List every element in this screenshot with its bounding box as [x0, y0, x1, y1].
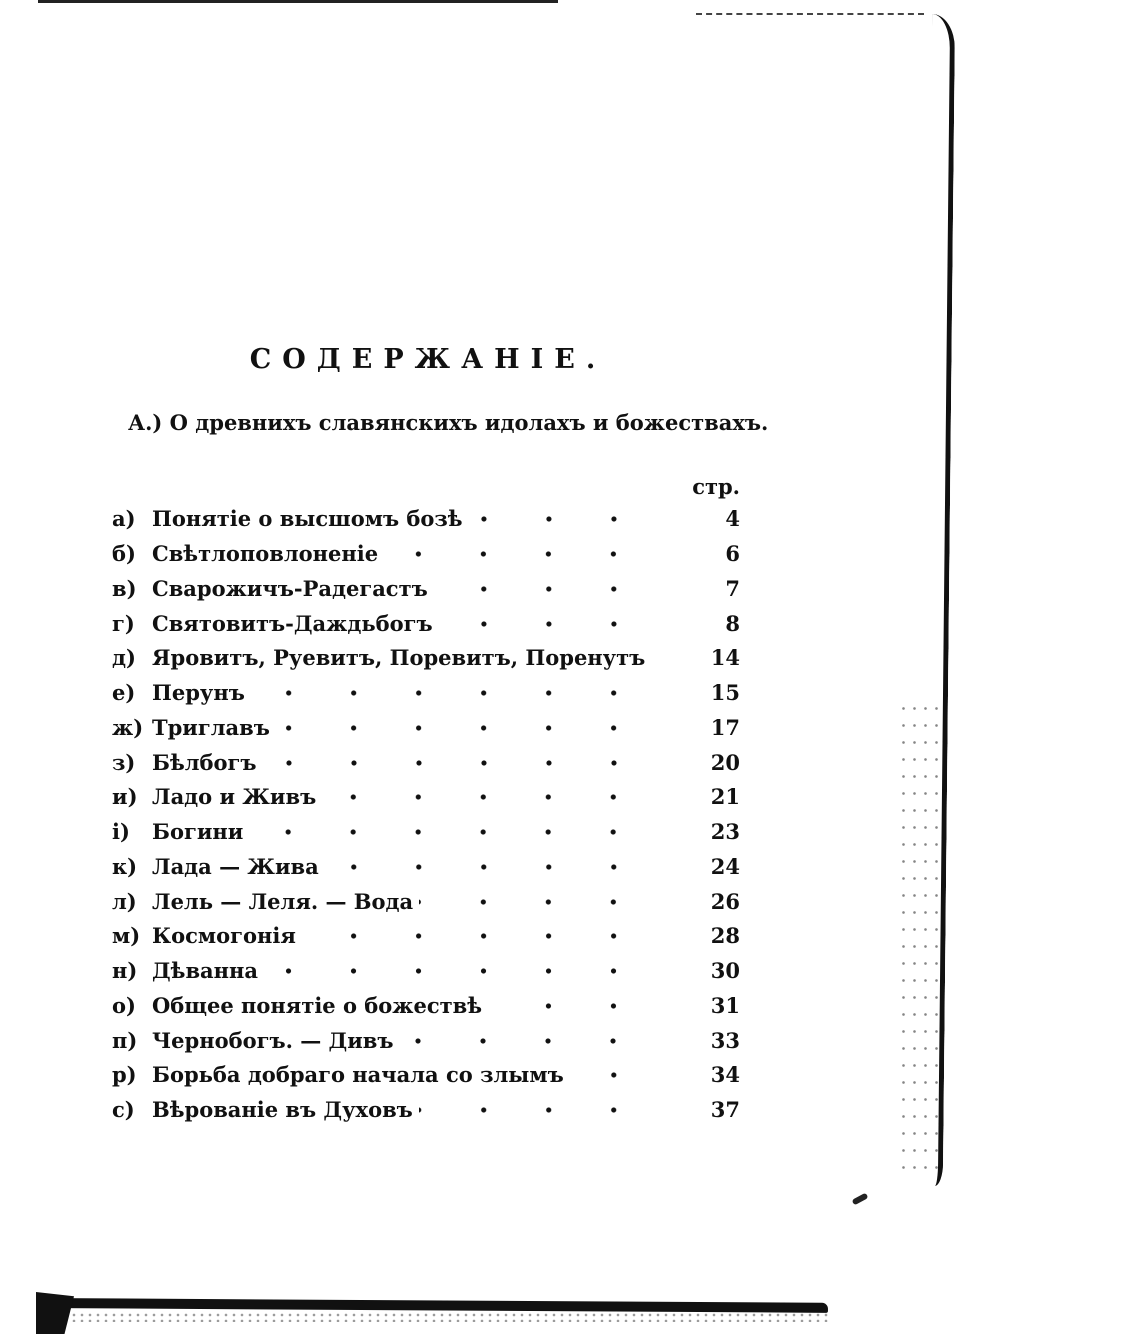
toc-row [112, 1093, 740, 1128]
toc-title: Лель — Леля. — Вода [152, 885, 419, 919]
toc-row [112, 884, 740, 919]
toc-title: Богини [152, 815, 249, 849]
page-right-edge-noise [898, 700, 938, 1180]
toc-page-number: 20 [710, 749, 740, 775]
toc-page-number: 14 [710, 645, 740, 671]
toc-row [112, 502, 740, 537]
toc-row [112, 606, 740, 641]
toc-dot-leader [488, 989, 670, 1023]
toc-page-number: 7 [725, 575, 740, 601]
page-bottom-edge [38, 1298, 828, 1313]
toc-dot-leader [419, 1093, 670, 1127]
toc-title: Святовитъ-Даждьбогъ [152, 607, 439, 641]
toc-title: Космогонія [152, 919, 302, 953]
toc-dot-leader [399, 1024, 670, 1058]
toc-title: Общее понятіе о божествѣ [152, 989, 488, 1023]
toc-letter: г) [112, 610, 135, 636]
page-top-edge [38, 0, 558, 3]
toc-page-number: 37 [710, 1097, 740, 1123]
toc-dot-leader [384, 537, 670, 571]
toc-title: Лада — Жива [152, 850, 325, 884]
toc-row [112, 989, 740, 1024]
toc-dot-leader [439, 607, 670, 641]
page-title: СОДЕРЖАНІЕ. [249, 344, 607, 375]
toc-row [112, 745, 740, 780]
toc-letter: м) [112, 923, 141, 949]
toc-row [112, 954, 740, 989]
toc-dot-leader [419, 885, 670, 919]
toc-page-number: 30 [710, 958, 740, 984]
toc-row [112, 1058, 740, 1093]
toc-page-number: 8 [725, 610, 740, 636]
toc-row [112, 919, 740, 954]
toc-letter: л) [112, 888, 137, 914]
section-heading: А.) О древнихъ славянскихъ идолахъ и божествахъ. [128, 410, 769, 435]
toc-row [112, 641, 740, 676]
toc-row [112, 572, 740, 607]
toc-dot-leader [276, 711, 670, 745]
toc-title: Понятіе о высшомъ бозѣ [152, 502, 469, 536]
toc-letter: п) [112, 1027, 138, 1053]
toc-dot-leader [264, 954, 670, 988]
toc-dot-leader [249, 815, 670, 849]
toc-letter: в) [112, 575, 137, 601]
toc-letter: н) [112, 958, 138, 984]
page-top-edge-fragment [696, 13, 924, 15]
toc-letter: к) [112, 853, 138, 879]
toc-row [112, 815, 740, 850]
toc-dot-leader [434, 572, 670, 606]
toc-title: Яровитъ, Руевитъ, Поревитъ, Поренутъ [152, 641, 651, 675]
toc-page-number: 24 [710, 853, 740, 879]
toc-page-number: 6 [725, 541, 740, 567]
toc-dot-leader [325, 850, 670, 884]
toc-letter: о) [112, 992, 136, 1018]
toc-title: Вѣрованіе въ Духовъ [152, 1093, 419, 1127]
toc-page-number: 26 [710, 888, 740, 914]
toc-page-number: 28 [710, 923, 740, 949]
toc-dot-leader [302, 919, 670, 953]
toc-letter: е) [112, 680, 136, 706]
toc-dot-leader [570, 1058, 670, 1092]
toc-title: Перунъ [152, 676, 251, 710]
toc-page-number: 33 [710, 1027, 740, 1053]
toc-row [112, 850, 740, 885]
toc-dot-leader [263, 746, 670, 780]
toc-title: Чернобогъ. — Дивъ [152, 1024, 399, 1058]
toc-page-number: 17 [710, 714, 740, 740]
toc-title: Триглавъ [152, 711, 276, 745]
toc-dot-leader [251, 676, 670, 710]
toc-letter: а) [112, 506, 136, 532]
toc-row [112, 780, 740, 815]
toc-page-number: 23 [710, 819, 740, 845]
toc-page-number: 34 [710, 1062, 740, 1088]
toc-letter: с) [112, 1097, 135, 1123]
toc-dot-leader [651, 641, 670, 675]
toc-dot-leader [469, 502, 670, 536]
toc-page-number: 15 [710, 680, 740, 706]
toc-letter: и) [112, 784, 138, 810]
toc-title: Борьба добраго начала со злымъ [152, 1058, 570, 1092]
toc-title: Дѣванна [152, 954, 264, 988]
toc-title: Бѣлбогъ [152, 746, 263, 780]
toc-row [112, 711, 740, 746]
toc-title: Сварожичъ-Радегастъ [152, 572, 434, 606]
stray-ink-mark [852, 1193, 869, 1206]
toc-page-number: 31 [710, 992, 740, 1018]
toc-page-number: 21 [710, 784, 740, 810]
toc-row [112, 1023, 740, 1058]
page-bottom-corner [36, 1292, 74, 1334]
toc-letter: ж) [112, 714, 144, 740]
toc-row [112, 676, 740, 711]
toc-letter: р) [112, 1062, 137, 1088]
toc-title: Ладо и Живъ [152, 780, 322, 814]
toc-dot-leader [322, 780, 670, 814]
table-of-contents [112, 502, 740, 1128]
toc-letter: д) [112, 645, 136, 671]
page-bottom-edge-noise [70, 1312, 830, 1322]
toc-title: Свѣтлоповлоненіе [152, 537, 384, 571]
toc-page-number: 4 [725, 506, 740, 532]
toc-row [112, 537, 740, 572]
toc-letter: і) [112, 819, 130, 845]
toc-letter: б) [112, 541, 136, 567]
page-column-header: стр. [692, 474, 740, 499]
toc-letter: з) [112, 749, 136, 775]
